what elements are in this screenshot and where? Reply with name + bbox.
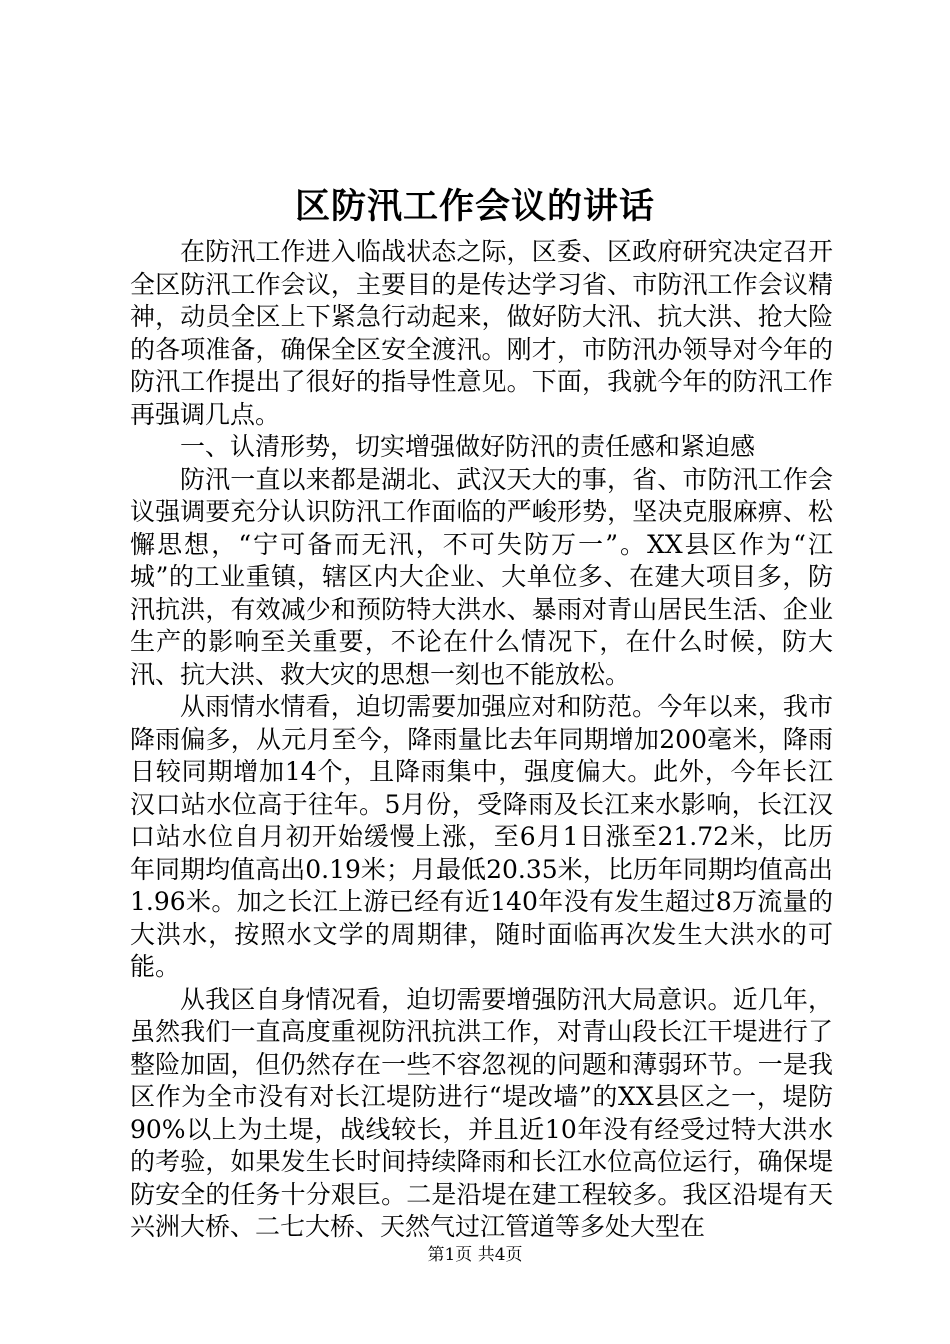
paragraph-district: 从我区自身情况看，迫切需要增强防汛大局意识。近几年，虽然我们一直高度重视防汛抗洪工作，对青山段长江干堤进行了整险加固，但仍然存在一些不容忽视的问题和薄弱环节。一是我区作为全市没有对长江堤防进行“堤改墙”的XX县区之一，堤防90%以上为土堤，战线较长，并且近10年没有经受过特大洪水的考验，如果发生长时间持续降雨和长江水位高位运行，确保堤防安全的任务十分艰巨。二是沿堤在建工程较多。我区沿堤有天兴洲大桥、二七大桥、天然气过江管道等多处大型在 xyxy=(130,984,833,1241)
section-heading-1: 一、认清形势，切实增强做好防汛的责任感和紧迫感 xyxy=(180,432,756,461)
document-title: 区防汛工作会议的讲话 xyxy=(294,186,655,227)
paragraph-intro: 在防汛工作进入临战状态之际，区委、区政府研究决定召开全区防汛工作会议，主要目的是传达学习省、市防汛工作会议精神，动员全区上下紧急行动起来，做好防大汛、抗大洪、抢大险的各项准备，确保全区安全渡汛。刚才，市防汛办领导对今年的防汛工作提出了很好的指导性意见。下面，我就今年的防汛工作再强调几点。 xyxy=(130,237,833,429)
document-body xyxy=(130,236,833,1244)
paragraph-rain-water: 从雨情水情看，迫切需要加强应对和防范。今年以来，我市降雨偏多，从元月至今，降雨量比去年同期增加200毫米，降雨日较同期增加14个，且降雨集中，强度偏大。此外，今年长江汉口站水位高于往年。5月份，受降雨及长江来水影响，长江汉口站水位自月初开始缓慢上涨，至6月1日涨至21.72米，比历年同期均值高出0.19米；月最低20.35米，比历年同期均值高出1.96米。加之长江上游已经有近140年没有发生超过8万流量的大洪水，按照水文学的周期律，随时面临再次发生大洪水的可能。 xyxy=(130,692,833,981)
page-footer: 第1页 共4页 xyxy=(427,1245,523,1265)
paragraph-situation: 防汛一直以来都是湖北、武汉天大的事，省、市防汛工作会议强调要充分认识防汛工作面临的严峻形势，坚决克服麻痹、松懈思想，“宁可备而无汛，不可失防万一”。XX县区作为“江城”的工业重镇，辖区内大企业、大单位多、在建大项目多，防汛抗洪，有效减少和预防特大洪水、暴雨对青山居民生活、企业生产的影响至关重要，不论在什么情况下，在什么时候，防大汛、抗大洪、救大灾的思想一刻也不能放松。 xyxy=(130,464,833,689)
